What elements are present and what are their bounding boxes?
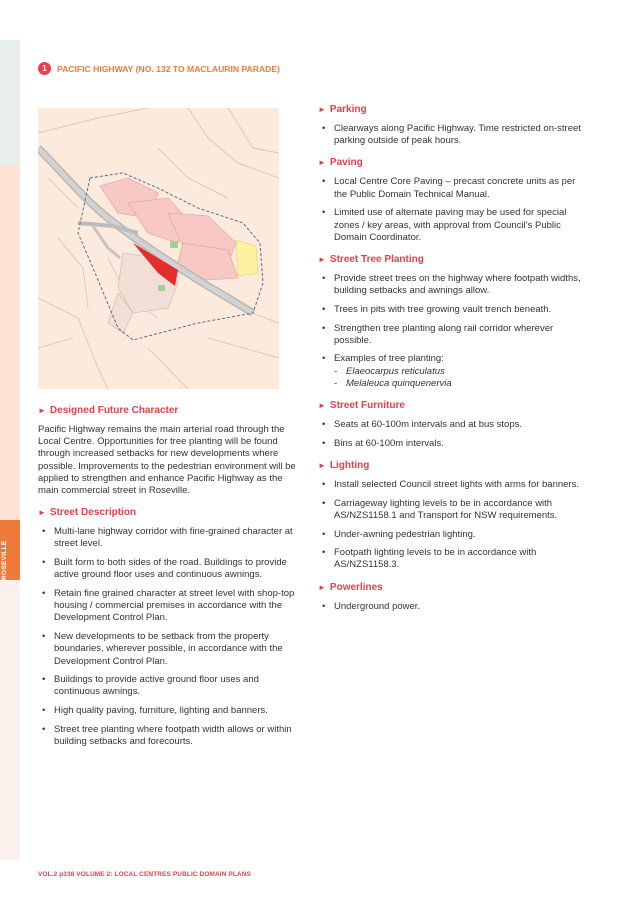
list-item: • Built form to both sides of the road. Buildings to provide active ground floor uses and continuous awnings.: [38, 557, 296, 581]
tree-species: Melaleuca quinquenervia: [346, 377, 452, 389]
section-number-badge: 1: [38, 62, 51, 75]
list-item: • Install selected Council street lights with arms for banners.: [318, 479, 583, 491]
list-item: • Limited use of alternate paving may be used for special zones / key areas, with approval from Council’s Public Domain Coordinator.: [318, 207, 583, 244]
heading-street-tree-planting: [318, 254, 583, 265]
sidebar-label: ROSEVILLE: [1, 540, 8, 580]
designed-future-character-text: Pacific Highway remains the main arterial road through the Local Centre. Opportunities for tree planting will be found through increased setbacks for new developments where possible. Improvements to the pedestrian environment will be applied to strengthen and enhance Pacific Highway as the main commercial street in Roseville.: [38, 424, 296, 497]
list-item: • Under-awning pedestrian lighting.: [318, 529, 583, 541]
tree-example: [334, 378, 583, 390]
sidebar-strip: [0, 40, 20, 860]
list-item: • High quality paving, furniture, lighting and banners.: [38, 705, 296, 717]
powerlines-list: [318, 601, 583, 613]
arrow-icon: ►: [318, 460, 326, 470]
arrow-icon: ►: [38, 406, 46, 415]
list-item: • Provide street trees on the highway where footpath widths, building setbacks and awnings allow.: [318, 273, 583, 297]
site-map: [38, 108, 279, 389]
heading-text: Lighting: [329, 459, 370, 471]
heading-lighting: [318, 460, 583, 471]
arrow-icon: ►: [38, 508, 46, 518]
examples-label: Examples of tree planting:: [334, 353, 444, 365]
heading-powerlines: [318, 582, 583, 593]
heading-parking: [318, 104, 583, 115]
section-title: PACIFIC HIGHWAY (NO. 132 TO MACLAURIN PARADE): [57, 63, 280, 74]
heading-text: Designed Future Character: [49, 405, 179, 416]
sidebar-segment-peach: [0, 165, 20, 520]
sidebar-segment-bottom: [0, 580, 20, 860]
page-footer: VOL.2 p338 VOLUME 2: LOCAL CENTRES PUBLIC DOMAIN PLANS: [38, 871, 251, 878]
list-item: • New developments to be setback from the property boundaries, wherever possible, in accordance with the Development Control Plan.: [38, 631, 296, 668]
list-item: • Clearways along Pacific Highway. Time restricted on-street parking outside of peak hours.: [318, 123, 583, 147]
list-item: • Retain fine grained character at street level with shop-top housing / commercial premises in accordance with the Development Control Plan.: [38, 588, 296, 625]
list-item: • Local Centre Core Paving – precast concrete units as per the Public Domain Technical Manual.: [318, 176, 583, 200]
heading-designed-future-character: [38, 405, 296, 416]
list-item: • Street tree planting where footpath width allows or within building setbacks and forecourts.: [38, 724, 296, 748]
heading-street-description: [38, 507, 296, 518]
list-item: • Strengthen tree planting along rail corridor wherever possible.: [318, 323, 583, 347]
left-column: [38, 405, 296, 758]
list-item: • Multi-lane highway corridor with fine-grained character at street level.: [38, 526, 296, 550]
arrow-icon: ►: [318, 401, 326, 411]
list-item: • Trees in pits with tree growing vault trench beneath.: [318, 304, 583, 316]
list-item: • Seats at 60-100m intervals and at bus stops.: [318, 419, 583, 431]
dash-glyph: -: [334, 365, 338, 377]
list-item: • Underground power.: [318, 601, 583, 613]
arrow-icon: ►: [318, 158, 326, 168]
list-item: • Bins at 60-100m intervals.: [318, 438, 583, 450]
lighting-list: [318, 479, 583, 572]
list-item: • Carriageway lighting levels to be in accordance with AS/NZS1158.1 and Transport for NSW requirements.: [318, 498, 583, 522]
heading-text: Street Description: [49, 507, 137, 519]
heading-text: Parking: [329, 104, 367, 115]
heading-paving: [318, 157, 583, 168]
arrow-icon: ►: [318, 582, 326, 592]
street-description-list: [38, 526, 296, 748]
right-column: [318, 104, 583, 623]
list-item-examples: [318, 353, 583, 390]
paving-list: [318, 176, 583, 244]
parking-list: [318, 123, 583, 147]
heading-text: Powerlines: [329, 581, 383, 593]
heading-street-furniture: [318, 400, 583, 411]
list-item: • Buildings to provide active ground floor uses and continuous awnings.: [38, 674, 296, 698]
arrow-icon: ►: [318, 105, 326, 114]
heading-text: Paving: [329, 157, 363, 169]
street-tree-planting-list: [318, 273, 583, 390]
section-header: [38, 62, 280, 75]
dash-glyph: -: [334, 377, 338, 389]
sidebar-segment-top: [0, 40, 20, 165]
street-furniture-list: [318, 419, 583, 450]
tree-example: [334, 366, 583, 378]
heading-text: Street Furniture: [329, 400, 405, 412]
list-item: • Footpath lighting levels to be in accordance with AS/NZS1158.3.: [318, 547, 583, 571]
heading-text: Street Tree Planting: [329, 253, 424, 265]
arrow-icon: ►: [318, 254, 326, 264]
tree-species: Elaeocarpus reticulatus: [346, 365, 445, 377]
